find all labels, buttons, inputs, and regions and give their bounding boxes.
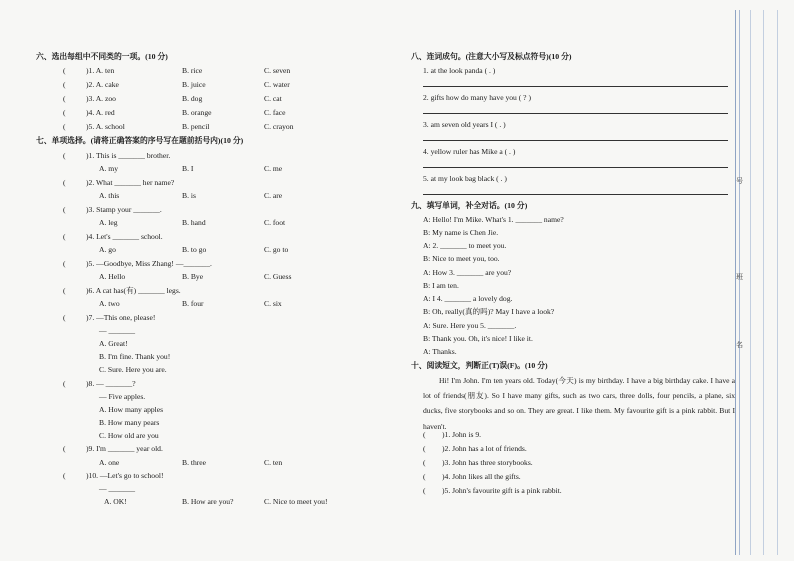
paren: ( (63, 108, 66, 117)
dialog-line: A: 2. _______ to meet you. (423, 241, 507, 250)
s7-q7-stem: )7. —This one, please! (86, 313, 156, 322)
s7-q3-stem: )3. Stamp your _______. (86, 205, 162, 214)
s8-q2: 2. gifts how do many have you ( ? ) (423, 93, 531, 102)
s10-q4: )4. John likes all the gifts. (442, 472, 521, 481)
s7-q9-a: A. one (99, 458, 120, 467)
s7-q2-b: B. is (182, 191, 196, 200)
s7-q4-c: C. go to (264, 245, 289, 254)
paren: ( (63, 66, 66, 75)
s7-q10-a: A. OK! (104, 497, 127, 506)
s7-q6-stem: )6. A cat has(有) _______ legs. (86, 286, 181, 295)
s7-q7-blank: — _______ (99, 326, 136, 335)
dialog-line: B: Nice to meet you, too. (423, 254, 500, 263)
s7-q1-stem: )1. This is _______ brother. (86, 151, 171, 160)
s8-q4: 4. yellow ruler has Mike a ( . ) (423, 147, 516, 156)
dialog-line: B: I am ten. (423, 281, 459, 290)
paren: ( (63, 471, 66, 480)
s7-q8-reply: — Five apples. (99, 392, 146, 401)
margin-rule (750, 10, 751, 555)
answer-line (423, 167, 728, 168)
s6-q3: )3. A. zoo (86, 94, 116, 103)
s8-q3: 3. am seven old years I ( . ) (423, 120, 506, 129)
s7-q8-b: B. How many pears (99, 418, 160, 427)
section-10-title: 十、阅读短文，判断正(T)误(F)。(10 分) (411, 361, 548, 370)
margin-label: 名 (736, 341, 743, 349)
s7-q10-c: C. Nice to meet you! (264, 497, 328, 506)
s10-q3: )3. John has three storybooks. (442, 458, 533, 467)
s8-q5: 5. at my look bag black ( . ) (423, 174, 507, 183)
s7-q1-a: A. my (99, 164, 118, 173)
s6-q1: )1. A. ten (86, 66, 115, 75)
paren: ( (423, 444, 426, 453)
dialog-line: A: Sure. Here you 5. _______. (423, 321, 517, 330)
s7-q9-stem: )9. I'm _______ year old. (86, 444, 163, 453)
s7-q5-stem: )5. —Goodbye, Miss Zhang! —_______. (86, 259, 212, 268)
paren: ( (63, 80, 66, 89)
s10-q2: )2. John has a lot of friends. (442, 444, 527, 453)
reading-passage: Hi! I'm John. I'm ten years old. Today(今天) is my birthday. I have a big birthday cake. I have a lot of friends(朋友). So I have many gifts, such as two cars, three dolls, four pencils, a plane, six ducks, five storybooks and so on. They are great. I like them. My favourite gift is a pink rabbit. But I haven't. (423, 376, 735, 431)
s6-q5-c: C. crayon (264, 122, 294, 131)
paren: ( (63, 313, 66, 322)
dialog-line: A: How 3. _______ are you? (423, 268, 512, 277)
s10-q1: )1. John is 9. (442, 430, 482, 439)
s6-q4-b: B. orange (182, 108, 212, 117)
s7-q10-b: B. How are you? (182, 497, 234, 506)
s7-q8-c: C. How old are you (99, 431, 159, 440)
s6-q3-b: B. dog (182, 94, 203, 103)
s7-q2-c: C. are (264, 191, 283, 200)
answer-line (423, 113, 728, 114)
answer-line (423, 140, 728, 141)
s7-q8-a: A. How many apples (99, 405, 164, 414)
paren: ( (63, 205, 66, 214)
answer-line (423, 86, 728, 87)
paren: ( (423, 430, 426, 439)
s7-q6-c: C. six (264, 299, 282, 308)
s7-q10-blank: — _______ (99, 484, 136, 493)
s7-q9-c: C. ten (264, 458, 283, 467)
s7-q6-b: B. four (182, 299, 204, 308)
paren: ( (423, 458, 426, 467)
s10-q5: )5. John's favourite gift is a pink rabbit. (442, 486, 562, 495)
section-6-title: 六、选出每组中不同类的一项。(10 分) (36, 52, 168, 61)
s6-q2-b: B. juice (182, 80, 206, 89)
s7-q4-a: A. go (99, 245, 116, 254)
s7-q7-c: C. Sure. Here you are. (99, 365, 167, 374)
paren: ( (423, 486, 426, 495)
section-8-title: 八、连词成句。(注意大小写及标点符号)(10 分) (411, 52, 572, 61)
s7-q2-stem: )2. What _______ her name? (86, 178, 175, 187)
margin-rule (763, 10, 764, 555)
s6-q1-c: C. seven (264, 66, 291, 75)
paren: ( (63, 444, 66, 453)
paren: ( (423, 472, 426, 481)
s7-q8-stem: )8. — _______? (86, 379, 136, 388)
dialog-line: A: Hello! I'm Mike. What's 1. _______ name? (423, 215, 564, 224)
paren: ( (63, 178, 66, 187)
s6-q1-b: B. rice (182, 66, 203, 75)
s7-q4-stem: )4. Let's _______ school. (86, 232, 163, 241)
s7-q4-b: B. to go (182, 245, 207, 254)
paren: ( (63, 151, 66, 160)
dialog-line: B: Thank you. Oh, it's nice! I like it. (423, 334, 533, 343)
margin-rule (735, 10, 736, 555)
margin-label: 班 (736, 273, 743, 281)
paren: ( (63, 122, 66, 131)
s6-q4-c: C. face (264, 108, 286, 117)
s8-q1: 1. at the look panda ( . ) (423, 66, 496, 75)
margin-label: 号 (736, 177, 743, 185)
s6-q2-c: C. water (264, 80, 290, 89)
s6-q2: )2. A. cake (86, 80, 119, 89)
s6-q5-b: B. pencil (182, 122, 210, 131)
s7-q5-a: A. Hello (99, 272, 126, 281)
paren: ( (63, 94, 66, 103)
s7-q3-b: B. hand (182, 218, 206, 227)
s6-q3-c: C. cat (264, 94, 282, 103)
dialog-line: A: I 4. _______ a lovely dog. (423, 294, 513, 303)
s7-q7-b: B. I'm fine. Thank you! (99, 352, 171, 361)
margin-rule (739, 10, 740, 555)
s7-q5-c: C. Guess (264, 272, 292, 281)
binding-margin (733, 10, 791, 555)
s7-q5-b: B. Bye (182, 272, 204, 281)
s7-q7-a: A. Great! (99, 339, 128, 348)
s7-q3-a: A. leg (99, 218, 118, 227)
s7-q3-c: C. foot (264, 218, 286, 227)
dialog-line: B: Oh, really(真的吗)? May I have a look? (423, 307, 555, 316)
dialog-line: A: Thanks. (423, 347, 457, 356)
s7-q6-a: A. two (99, 299, 120, 308)
paren: ( (63, 379, 66, 388)
dialog-line: B: My name is Chen Jie. (423, 228, 499, 237)
s6-q5: )5. A. school (86, 122, 125, 131)
answer-line (423, 194, 728, 195)
s7-q10-stem: )10. —Let's go to school! (86, 471, 164, 480)
section-9-title: 九、填写单词，补全对话。(10 分) (411, 201, 528, 210)
s6-q4: )4. A. red (86, 108, 115, 117)
paren: ( (63, 259, 66, 268)
s7-q9-b: B. three (182, 458, 207, 467)
margin-rule (777, 10, 778, 555)
s7-q1-b: B. I (182, 164, 194, 173)
s7-q1-c: C. me (264, 164, 283, 173)
s7-q2-a: A. this (99, 191, 120, 200)
section-7-title: 七、单项选择。(请将正确答案的序号写在题前括号内)(10 分) (36, 136, 244, 145)
paren: ( (63, 286, 66, 295)
paren: ( (63, 232, 66, 241)
